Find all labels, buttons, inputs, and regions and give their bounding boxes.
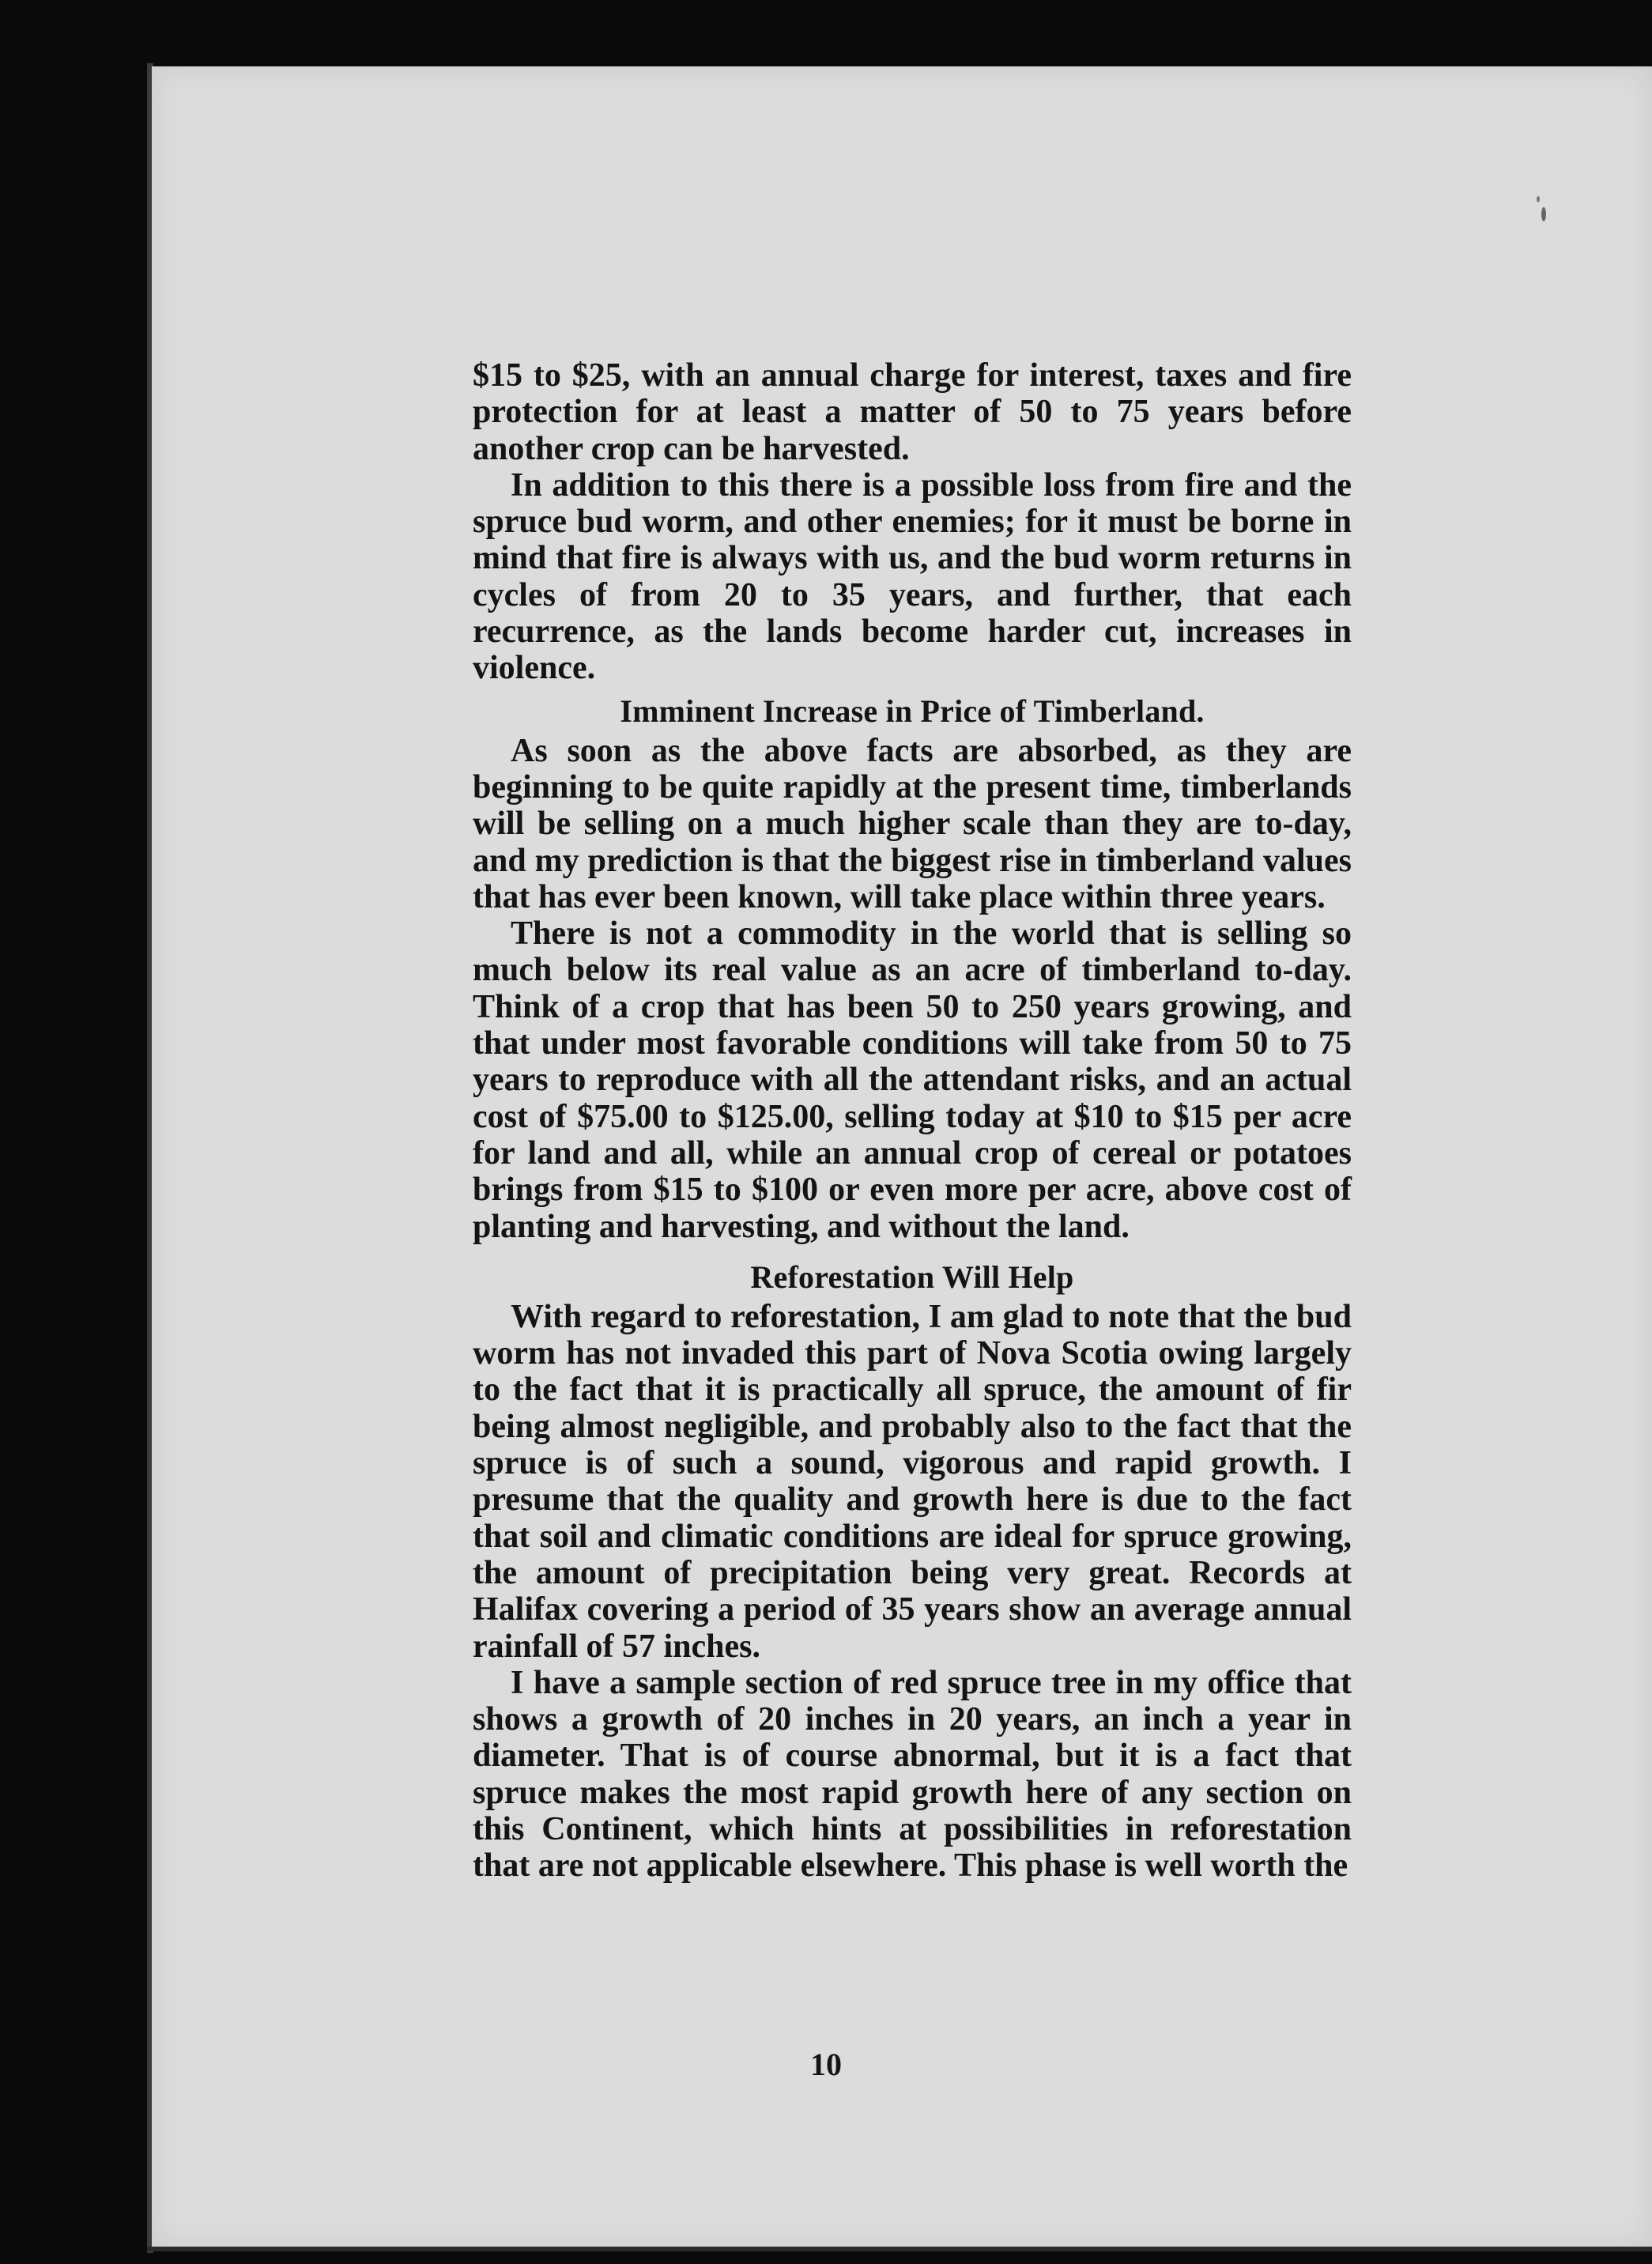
paragraph-4: There is not a commodity in the world that is selling so much below its real value as an acre of timberland to-day. Think of a crop that has been 50 to 250 years growing, and that under most favorable conditions will take from 50 to 75 years to reproduce with all the attendant risks, and an actual cost of $75.00 to $125.00, selling today at $10 to $15 per acre for land and all, while an annual crop of cereal or potatoes brings from $15 to $100 or even more per acre, above cost of planting and harvesting, and without the land.: [473, 915, 1352, 1245]
scan-speck: [1541, 207, 1546, 221]
paragraph-6: I have a sample section of red spruce tree in my office that shows a growth of 20 inches in 20 years, an inch a year in diameter. That is of course abnormal, but it is a fact that spruce makes the most rapid growth here of any section on this Continent, which hints at possibilities in reforestation that are not applicable elsewhere. This phase is well worth the: [473, 1664, 1352, 1885]
section-heading-imminent-increase: Imminent Increase in Price of Timberland.: [620, 692, 1205, 729]
page-number: 10: [810, 2047, 842, 2082]
section-heading-reforestation: Reforestation Will Help: [750, 1258, 1074, 1295]
paragraph-2: In addition to this there is a possible loss from fire and the spruce bud worm, and other enemies; for it must be borne in mind that fire is always with us, and the bud worm returns in cycles of from 20 to 35 years, and further, that each recurrence, as the lands become harder cut, increases in violence.: [473, 466, 1352, 687]
paragraph-1: $15 to $25, with an annual charge for interest, taxes and fire protection for at least a matter of 50 to 75 years before another crop can be harvested.: [473, 357, 1352, 467]
document-body: [473, 357, 1352, 1885]
page-bottom-edge: [147, 2247, 1652, 2251]
paragraph-3: As soon as the above facts are absorbed, as they are beginning to be quite rapidly at the present time, timberlands will be selling on a much higher scale than they are to-day, and my prediction is that the biggest rise in timberland values that has ever been known, will take place within three years.: [473, 732, 1352, 915]
paragraph-5: With regard to reforestation, I am glad to note that the bud worm has not invaded this part of Nova Scotia owing largely to the fact that it is practically all spruce, the amount of fir being almost negligible, and probably also to the fact that the spruce is of such a sound, vigorous and rapid growth. I presume that the quality and growth here is due to the fact that soil and climatic conditions are ideal for spruce growing, the amount of precipitation being very great. Records at Halifax covering a period of 35 years show an average annual rainfall of 57 inches.: [473, 1298, 1352, 1665]
scan-speck: [1537, 196, 1540, 202]
